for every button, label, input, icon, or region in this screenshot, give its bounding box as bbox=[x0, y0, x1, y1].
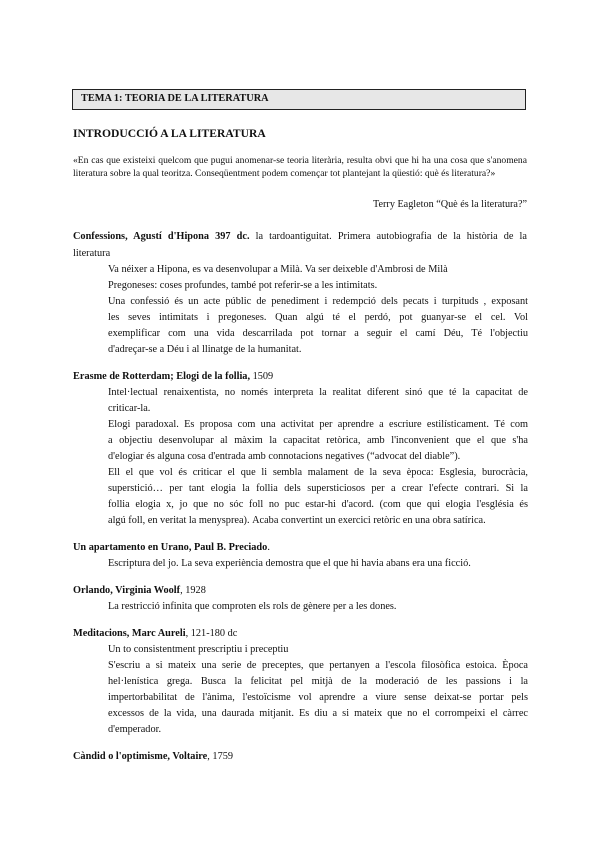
entry-line: criticar-la. bbox=[108, 403, 151, 414]
entry-line: Pregoneses: coses profundes, també pot referir-se a les intimitats. bbox=[108, 280, 378, 291]
entry-subtitle: , 1928 bbox=[180, 585, 206, 596]
entry-line: superstició… per tant elogia la follia dels supersticiosos per a crear l'efecte contrari. Si la bbox=[108, 483, 528, 494]
entry-line: La restricció infinita que comproten els rols de gènere per a les dones. bbox=[108, 601, 397, 612]
entry-title: Erasme de Rotterdam; Elogi de la follia, bbox=[73, 371, 251, 382]
entry-subtitle: la tardoantiguitat. Primera autobiografia de la història de la bbox=[249, 231, 527, 242]
entry-line: Ell el que vol és criticar el que li sembla malament de la seva època: Esglesia, burocràcia, bbox=[108, 467, 528, 478]
epigraph-quote: «En cas que existeixi quelcom que pugui anomenar-se teoria literària, resulta obvi que hi ha una cosa que s'anomena literatura sobre la qual teoritza. Conseqüentment podem començar tot plantejant la qüestió: què és literatura?» bbox=[73, 155, 527, 179]
entry-line: d'emperador. bbox=[108, 724, 162, 735]
entry-heading-cont: literatura bbox=[73, 248, 111, 259]
entry-heading bbox=[73, 371, 273, 382]
entry-subtitle: , 1759 bbox=[207, 751, 234, 762]
entry-title: Meditacions, Marc Aureli bbox=[73, 628, 186, 639]
entry-line: impertorbabilitat de l'ànima, l'estoïcisme vol aprendre a viure sense deixat-se portar pels bbox=[108, 692, 528, 703]
entry-line: Va néixer a Hipona, es va desenvolupar a Milà. Va ser deixeble d'Ambrosi de Milà bbox=[108, 264, 448, 275]
entry-title: Orlando, Virginia Woolf bbox=[73, 585, 181, 596]
entry-line: follia elogia x, jo que no sóc foll no puc estar-hi d'acord. (com que qui elogia l'església és bbox=[108, 499, 528, 510]
entry-line: les seves intimitats i pregoneses. Quan algú té el perdó, pot guanyar-se el cel. Vol bbox=[108, 312, 528, 323]
entry-line: algú foll, en veritat la menyspreа). Acaba convertint un exercici retòric en una obra satírica. bbox=[108, 515, 486, 526]
entry-heading bbox=[73, 542, 270, 553]
entry-title: Càndid o l'optimisme, Voltaire bbox=[73, 751, 208, 762]
entry-title: Un apartamento en Urano, Paul B. Preciado bbox=[73, 542, 268, 553]
entry-heading bbox=[73, 751, 233, 762]
section-title: TEMA 1: TEORIA DE LA LITERATURA bbox=[81, 93, 269, 104]
entry-line: excessos de la vida, una daurada mitjanit. Es diu a si mateix que no el corrompeixi el càrrec bbox=[108, 708, 528, 719]
entry-line: d'elogiar és alguna cosa d'entrada amb connotacions negatives (“advocat del diable”). bbox=[108, 451, 461, 462]
entry-title: Confessions, Agustí d'Hipona 397 dc. bbox=[73, 231, 250, 242]
entry-line: d'adreçar-se a Déu i al llinatge de la humanitat. bbox=[108, 344, 302, 355]
entry-subtitle: 1509 bbox=[250, 371, 274, 382]
section-header-box bbox=[72, 89, 526, 110]
entry-line: Elogi paradoxal. Es proposa com una activitat per aprendre a escriure estilísticament. Té com bbox=[108, 419, 528, 430]
entry-heading bbox=[73, 585, 206, 596]
entry-line: a objectiu desenvolupar al màxim la capacitat retòrica, amb l'inconvenient que el que s'ha bbox=[108, 435, 528, 446]
entry-heading bbox=[73, 628, 237, 639]
entry-line: hel·lenística grega. Busca la felicitat pel mitjà de la moderació de les passions i la bbox=[108, 676, 528, 687]
entry-line: Escriptura del jo. La seva experiència demostra que el que hi havia abans era una ficció. bbox=[108, 558, 471, 569]
entry-line: Intel·lectual renaixentista, no només interpreta la realitat diferent sinó que té la capacitat de bbox=[108, 387, 528, 398]
entry-line: Una confessió és un acte públic de penediment i redempció dels pecats i turpituds , exposant bbox=[108, 296, 528, 307]
entry-line: Un to consistentment prescriptiu i preceptiu bbox=[108, 644, 289, 655]
entry-line: S'escriu a si mateix una serie de preceptes, que pertanyen a l'escola filosòfica estoica. Època bbox=[108, 660, 528, 671]
intro-heading: INTRODUCCIÓ A LA LITERATURA bbox=[73, 127, 266, 140]
quote-attribution: Terry Eagleton “Què és la literatura?” bbox=[373, 199, 527, 210]
entry-line: exemplificar com una vida descarrilada pot tornar a seguir el camí Déu, Té l'objectiu bbox=[108, 328, 528, 339]
entry-heading bbox=[73, 231, 527, 242]
entry-subtitle: , 121-180 dc bbox=[185, 628, 238, 639]
entry-subtitle: . bbox=[267, 542, 270, 553]
